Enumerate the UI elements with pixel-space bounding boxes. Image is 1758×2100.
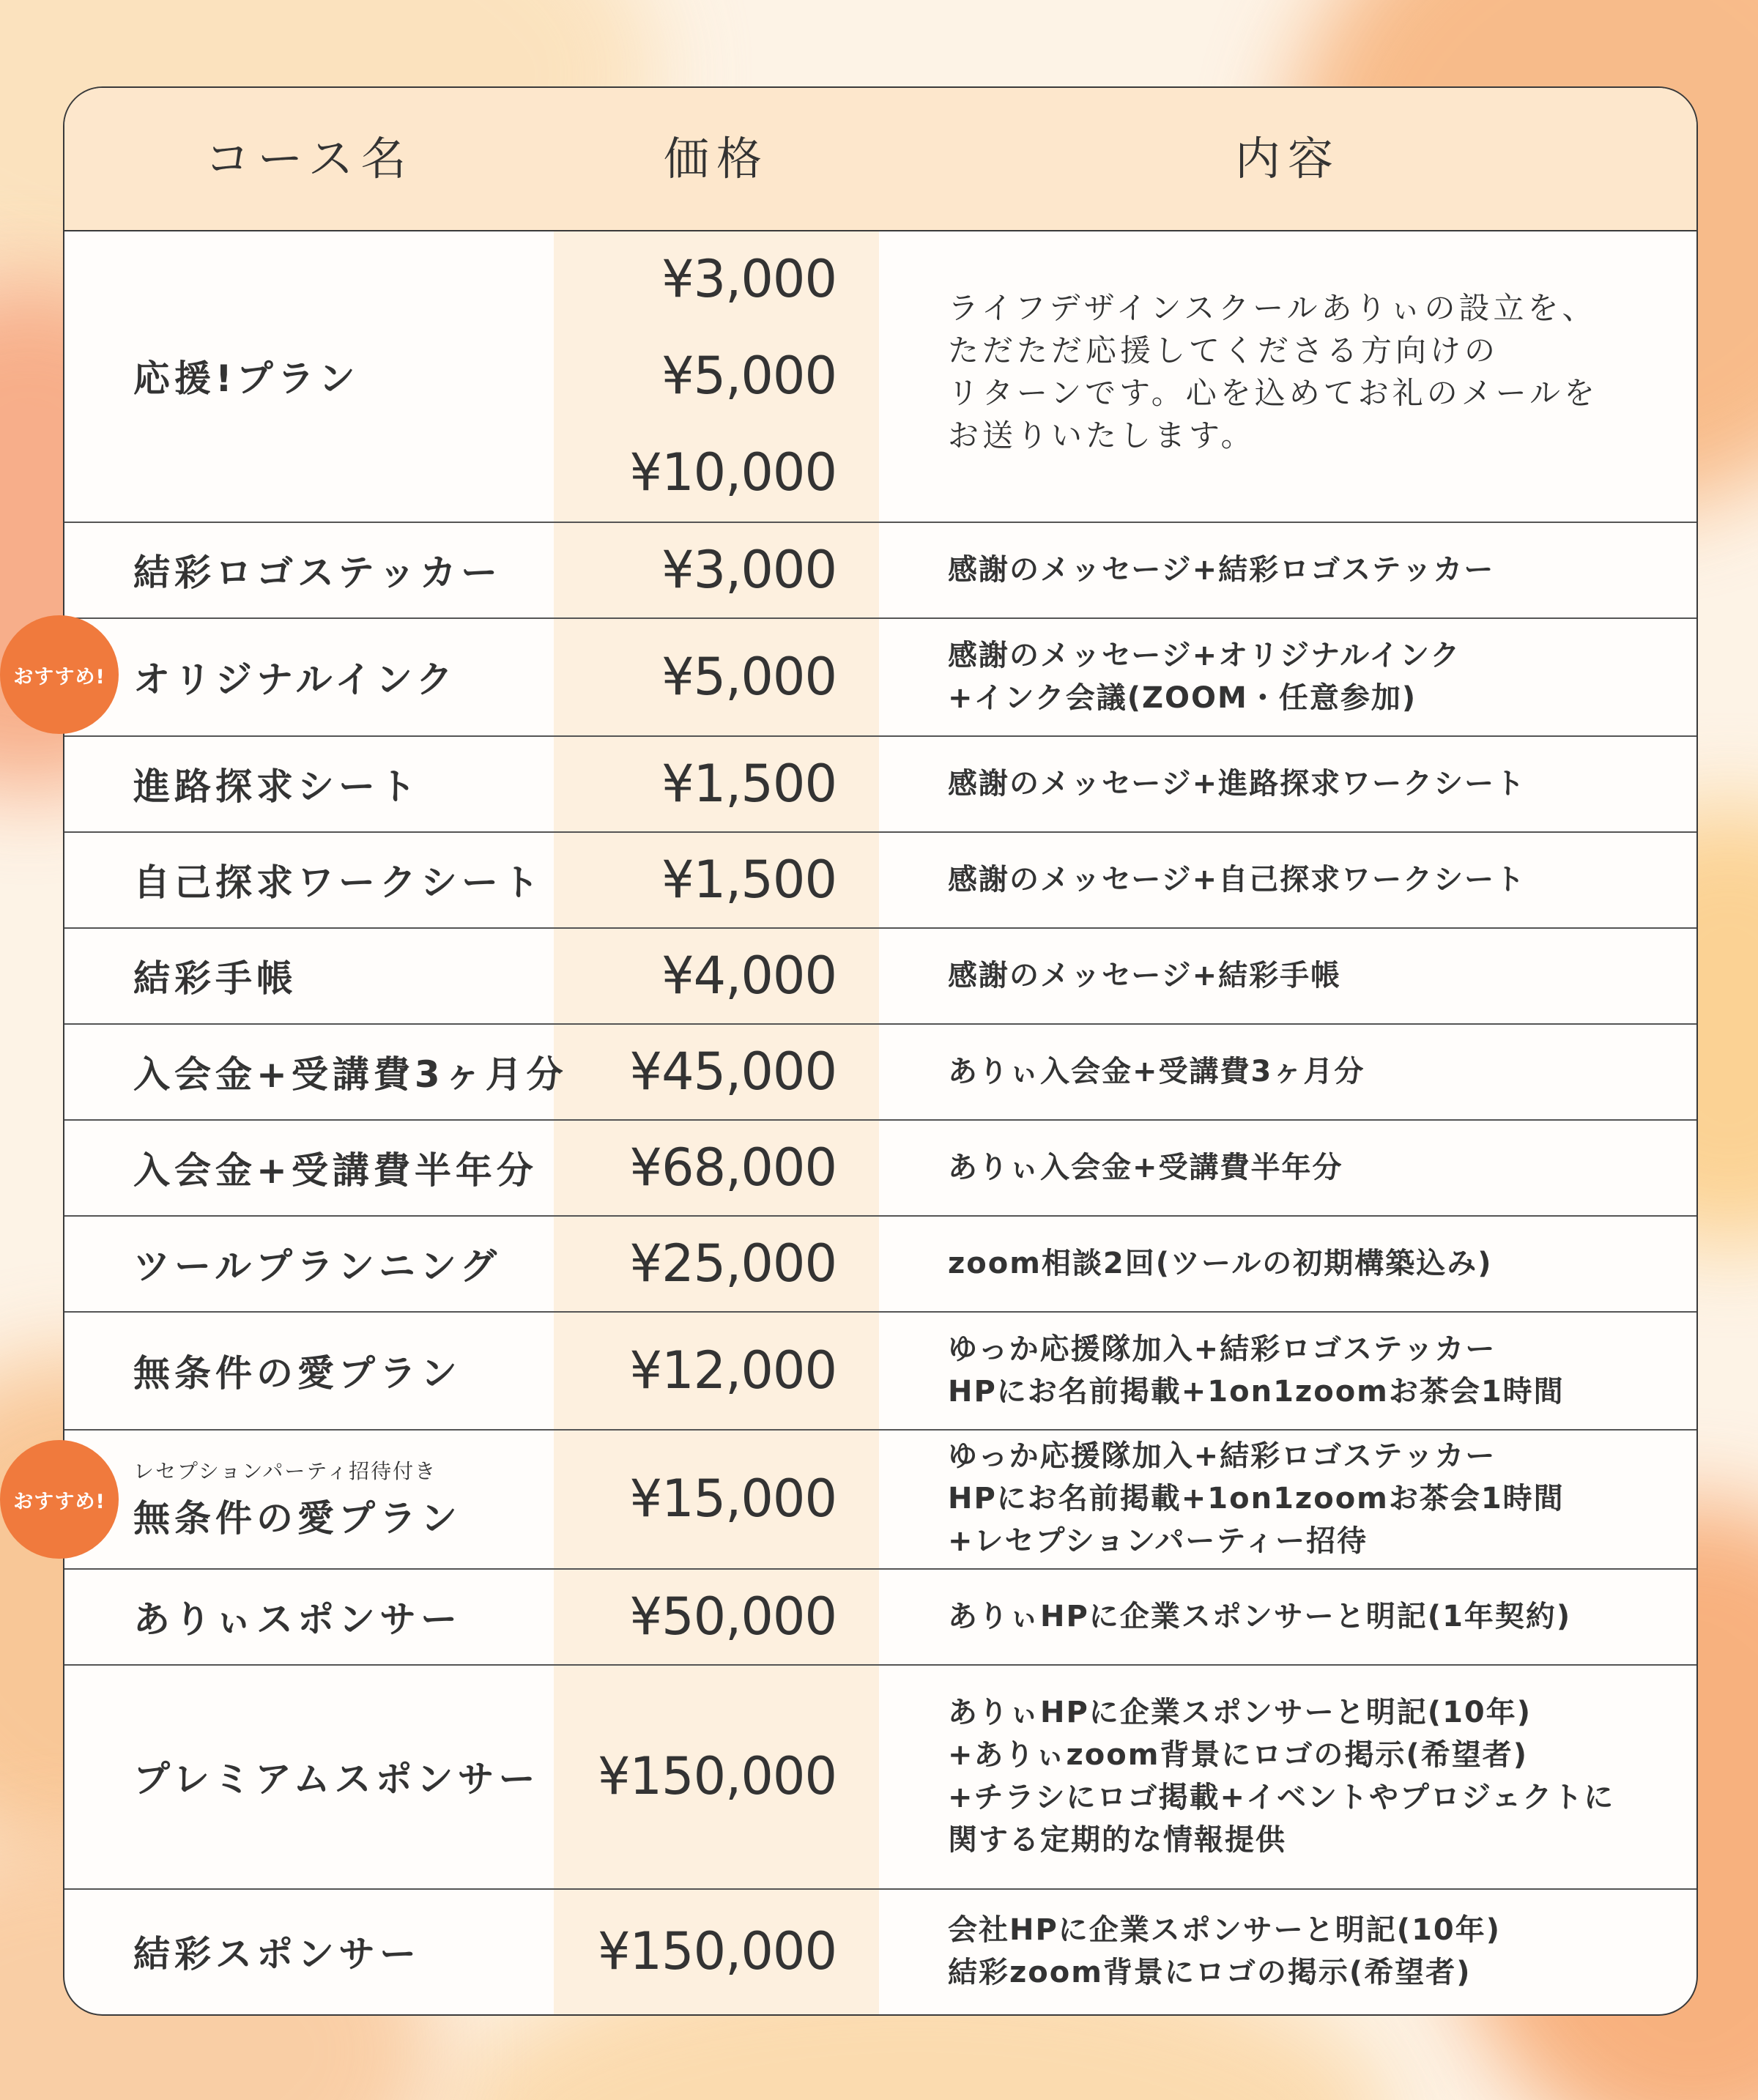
- course-description: ありぃ入会金+受講費半年分: [948, 1150, 1343, 1184]
- table-row: [64, 230, 1696, 523]
- price-option: ¥3,000: [661, 249, 837, 309]
- course-name: 入会金+受講費3ヶ月分: [133, 1053, 568, 1096]
- course-price: ¥45,000: [629, 1041, 837, 1102]
- table-row: [64, 1119, 1696, 1217]
- course-description: 感謝のメッセージ+自己探求ワークシート: [948, 862, 1527, 897]
- course-name: オリジナルインク: [133, 658, 457, 701]
- course-description: ありぃHPに企業スポンサーと明記(1年契約): [948, 1599, 1572, 1633]
- table-row: [64, 927, 1696, 1025]
- course-price: ¥4,000: [661, 945, 837, 1006]
- course-description: 会社HPに企業スポンサーと明記(10年) 結彩zoom背景にロゴの掲示(希望者): [948, 1913, 1502, 1989]
- course-name: 進路探求シート: [133, 765, 420, 808]
- course-name: 入会金+受講費半年分: [133, 1149, 538, 1192]
- course-price: ¥15,000: [629, 1469, 837, 1529]
- recommended-badge: おすすめ!: [0, 1440, 119, 1559]
- course-name: 自己探求ワークシート: [133, 861, 544, 904]
- table-row: [64, 1664, 1696, 1890]
- table-row: [64, 1311, 1696, 1431]
- header-content: 内容: [1234, 132, 1340, 185]
- course-name: 結彩手帳: [133, 957, 297, 1000]
- course-name: 応援!プラン: [133, 357, 360, 400]
- course-price: ¥150,000: [597, 1921, 837, 1981]
- course-price: ¥1,500: [661, 849, 837, 910]
- course-price: ¥150,000: [597, 1746, 837, 1806]
- recommended-badge: おすすめ!: [0, 615, 119, 734]
- table-row: [64, 831, 1696, 929]
- course-description: ライフデザインスクールありぃの設立を、 ただただ応援してくださる方向けの リターンです。心を込めてお礼のメールを お送りいたします。: [948, 290, 1598, 453]
- header-price: 価格: [663, 132, 769, 185]
- course-price: ¥1,500: [661, 753, 837, 814]
- course-price: ¥5,000: [661, 646, 837, 707]
- table-row: [64, 522, 1696, 619]
- table-row: [64, 735, 1696, 833]
- price-option: ¥10,000: [629, 442, 837, 502]
- table-row: [64, 1888, 1696, 2014]
- course-description: zoom相談2回(ツールの初期構築込み): [948, 1246, 1493, 1280]
- course-price: [554, 230, 879, 522]
- course-name: ツールプランニング: [133, 1244, 501, 1288]
- course-name: 無条件の愛プラン: [133, 1351, 461, 1395]
- header-course-name: コース名: [204, 132, 414, 185]
- course-price: ¥68,000: [629, 1137, 837, 1198]
- course-name: 結彩ロゴステッカー: [133, 551, 502, 594]
- table-row: [64, 617, 1696, 737]
- table-row: [64, 1023, 1696, 1121]
- course-name: ありぃスポンサー: [133, 1598, 461, 1641]
- table-row: [64, 1568, 1696, 1666]
- course-description: 感謝のメッセージ+進路探求ワークシート: [948, 766, 1527, 801]
- table-row: [64, 1215, 1696, 1313]
- course-price: ¥12,000: [629, 1340, 837, 1400]
- course-price: ¥3,000: [661, 539, 837, 600]
- course-description: ありぃHPに企業スポンサーと明記(10年) +ありぃzoom背景にロゴの掲示(希望者) +チラシにロゴ掲載+イベントやプロジェクトに 関する定期的な情報提供: [948, 1696, 1615, 1857]
- course-price: ¥50,000: [629, 1586, 837, 1647]
- course-name: 結彩スポンサー: [133, 1933, 420, 1975]
- price-option: ¥5,000: [661, 346, 837, 406]
- course-name: プレミアムスポンサー: [133, 1758, 540, 1800]
- course-name: レセプションパーティ招待付き 無条件の愛プラン: [133, 1429, 461, 1568]
- table-row: [64, 1429, 1696, 1570]
- course-price: ¥25,000: [629, 1233, 837, 1294]
- course-description: ゆっか応援隊加入+結彩ロゴステッカー HPにお名前掲載+1on1zoomお茶会1時間: [948, 1332, 1565, 1409]
- course-name-subtitle: レセプションパーティ招待付き: [133, 1459, 437, 1483]
- course-description: ありぃ入会金+受講費3ヶ月分: [948, 1054, 1365, 1088]
- course-description: 感謝のメッセージ+オリジナルインク +インク会議(ZOOM・任意参加): [948, 638, 1461, 715]
- course-description: 感謝のメッセージ+結彩ロゴステッカー: [948, 552, 1495, 587]
- course-description: 感謝のメッセージ+結彩手帳: [948, 958, 1342, 993]
- course-description: ゆっか応援隊加入+結彩ロゴステッカー HPにお名前掲載+1on1zoomお茶会1時間 +レセプションパーティー招待: [948, 1439, 1565, 1558]
- price-table: [63, 86, 1698, 2016]
- table-header: [64, 88, 1696, 231]
